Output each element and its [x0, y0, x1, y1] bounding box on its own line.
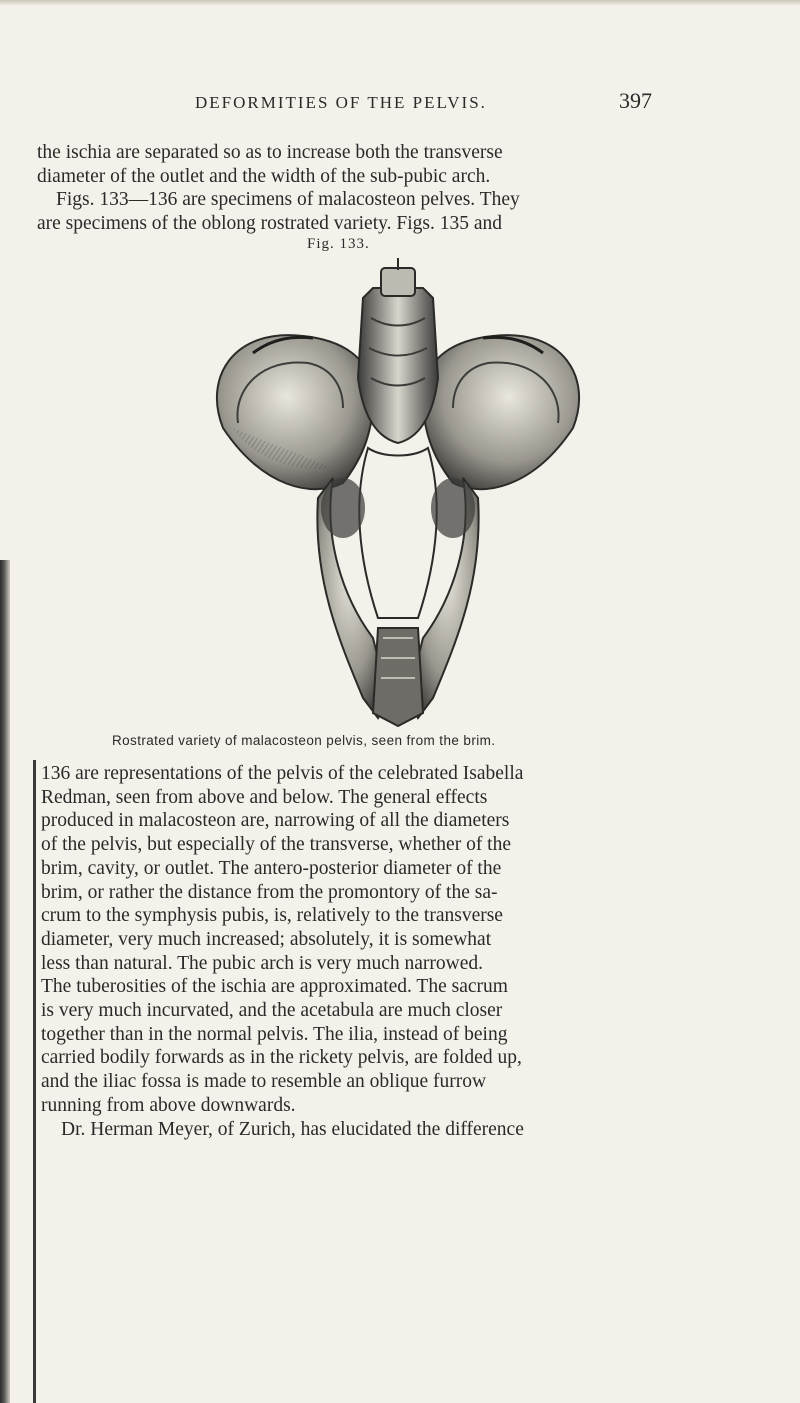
pelvis-figure	[193, 258, 603, 728]
text-line: Dr. Herman Meyer, of Zurich, has elucidated the difference	[61, 1118, 524, 1140]
running-head: DEFORMITIES OF THE PELVIS.	[195, 93, 487, 112]
page-top-edge	[0, 0, 800, 6]
paragraph-2	[41, 762, 666, 1141]
text-line: are specimens of the oblong rostrated variety. Figs. 135 and	[37, 213, 502, 235]
figure-caption: Rostrated variety of malacosteon pelvis, seen from the brim.	[112, 733, 496, 748]
text-line: brim, cavity, or outlet. The antero-posterior diameter of the	[41, 857, 502, 879]
text-line: Figs. 133—136 are specimens of malacosteon pelves. They	[56, 189, 520, 211]
binding-shadow	[0, 560, 10, 1403]
text-line: diameter, very much increased; absolutely, it is somewhat	[41, 928, 492, 950]
paragraph-1	[37, 141, 662, 236]
text-line: Redman, seen from above and below. The general effects	[41, 786, 488, 808]
text-line: is very much incurvated, and the acetabula are much closer	[41, 1000, 503, 1022]
symphysis	[373, 628, 423, 726]
text-line: diameter of the outlet and the width of the sub-pubic arch.	[37, 165, 491, 187]
sacrum	[358, 288, 438, 443]
text-line: less than natural. The pubic arch is very much narrowed.	[41, 952, 484, 974]
text-line: brim, or rather the distance from the promontory of the sa-	[41, 881, 498, 903]
binding-gutter-line	[33, 760, 36, 1403]
text-line: together than in the normal pelvis. The ilia, instead of being	[41, 1023, 508, 1045]
text-line: The tuberosities of the ischia are approximated. The sacrum	[41, 976, 508, 998]
text-line: and the iliac fossa is made to resemble an oblique furrow	[41, 1071, 487, 1093]
figure-label: Fig. 133.	[307, 236, 370, 252]
text-line: carried bodily forwards as in the rickety pelvis, are folded up,	[41, 1047, 522, 1069]
text-line: crum to the symphysis pubis, is, relatively to the transverse	[41, 905, 503, 927]
pelvis-illustration	[193, 258, 603, 728]
page-number: 397	[619, 88, 652, 113]
text-line: running from above downwards.	[41, 1094, 296, 1116]
text-line: of the pelvis, but especially of the transverse, whether of the	[41, 834, 512, 856]
text-line: the ischia are separated so as to increase both the transverse	[37, 142, 503, 163]
text-line: produced in malacosteon are, narrowing of all the diameters	[41, 810, 510, 832]
text-line: 136 are representations of the pelvis of the celebrated Isabella	[41, 763, 524, 784]
right-ilium	[423, 335, 579, 489]
